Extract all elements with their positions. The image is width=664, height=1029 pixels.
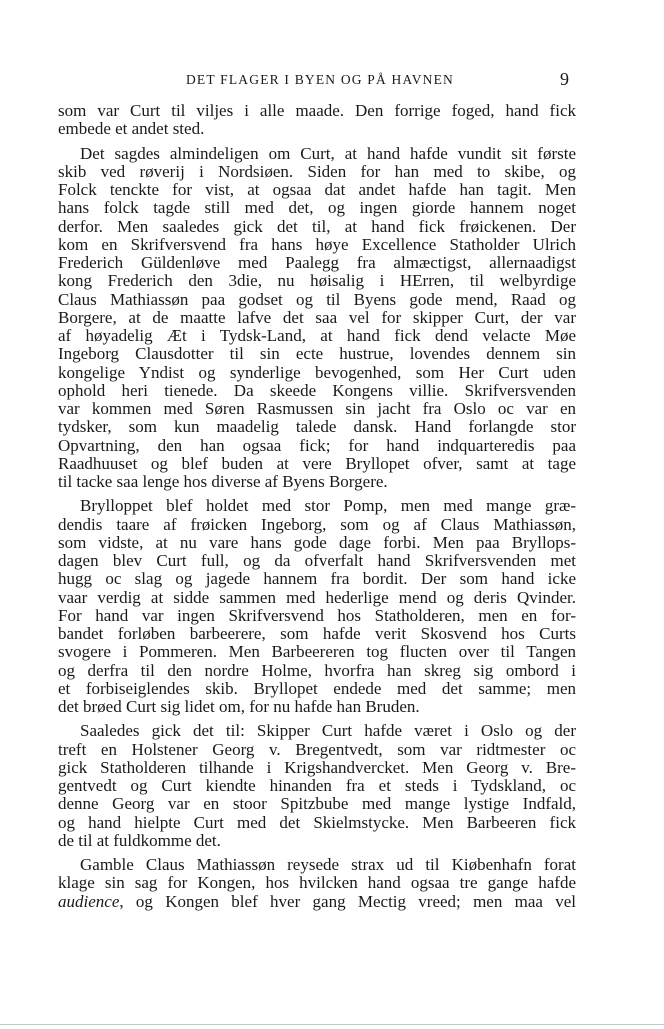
text-line: ophold heri tienede. Da skeede Kongens villie. Skrifversvenden bbox=[58, 380, 576, 400]
page-number: 9 bbox=[560, 69, 569, 89]
text-line: Gamble Claus Mathiassøn reysede strax ud til Kiøbenhafn forat bbox=[80, 855, 576, 874]
paragraph bbox=[58, 722, 576, 850]
paragraph bbox=[58, 102, 576, 139]
text-line: Saaledes gick det til: Skipper Curt hafde været i Oslo og der bbox=[80, 721, 576, 741]
text-line: kong Frederich den 3die, nu høisalig i HErren, til welbyrdige bbox=[58, 271, 576, 291]
text-line: bandet forløben barbeerere, som hafde verit Skosvend hos Curts bbox=[58, 624, 576, 643]
text-line: hugg oc slag og jagede hannem fra bordit. Der som hand icke bbox=[58, 569, 576, 589]
text-line: svogere i Pommeren. Men Barbeereren tog flucten over til Tangen bbox=[58, 642, 576, 662]
text-line: treft en Holstener Georg v. Bregentvedt, som var ridtmester oc bbox=[58, 739, 576, 759]
text-line: Borgere, at de maatte lafve det saa vel for skipper Curt, der var bbox=[58, 307, 576, 327]
text-line: til tacke saa lenge hos diverse af Byens Borgere. bbox=[58, 472, 388, 491]
bottom-edge-line bbox=[0, 1024, 664, 1025]
italic-word: audience bbox=[58, 891, 120, 911]
text-line: et forbiseiglendes skib. Bryllopet endede med det samme; men bbox=[58, 678, 576, 698]
body-text bbox=[58, 102, 576, 911]
text-line: Frederich Güldenløve med Paalegg fra almæctigst, allernaadigst bbox=[58, 253, 576, 272]
paragraph bbox=[58, 856, 576, 911]
running-header: DET FLAGER I BYEN OG PÅ HAVNEN bbox=[185, 72, 454, 87]
text-line: Raadhuuset og blef buden at vere Bryllopet ofver, samt at tage bbox=[58, 453, 576, 473]
text-line: Folck tenckte for vist, at ogsaa dat andet hafde han tagit. Men bbox=[58, 180, 576, 199]
text-line: kom en Skrifversvend fra hans høye Excellence Statholder Ulrich bbox=[58, 234, 576, 254]
text-line: derfor. Men saaledes gick det til, at hand fick frøickenen. Der bbox=[58, 216, 576, 236]
text-line: var kommen med Søren Rasmussen sin jacht fra Oslo oc var en bbox=[58, 399, 576, 418]
text-line: For hand var ingen Skrifversvend hos Statholderen, men en for- bbox=[58, 605, 576, 625]
paragraph bbox=[58, 145, 576, 492]
text-line: vaar verdig at sidde sammen med hederlige mend og deris Qvinder. bbox=[58, 587, 576, 607]
paragraph bbox=[58, 497, 576, 716]
text-line: det brøed Curt sig lidet om, for nu hafde han Bruden. bbox=[58, 697, 420, 716]
text-line: denne Georg var en stoor Spitzbube med mange lystige Indfald, bbox=[58, 794, 576, 814]
text-line: Claus Mathiassøn paa godset og til Byens gode mend, Raad og bbox=[58, 289, 576, 309]
text-line: Brylloppet blef holdet med stor Pomp, men med mange græ- bbox=[80, 496, 576, 516]
text-line: gentvedt og Curt kiendte hinanden fra et steds i Tydskland, oc bbox=[58, 776, 576, 795]
text-line: dendis taare af frøicken Ingeborg, som og af Claus Mathiassøn, bbox=[58, 514, 576, 534]
text-line: tydsker, som kun maadelig talede dansk. Hand forlangde stor bbox=[58, 417, 576, 437]
text-line: gick Statholderen tilhande i Krigshandvercket. Men Georg v. Bre- bbox=[58, 757, 576, 777]
text-line: og derfra til den nordre Holme, hvorfra han skreg sig ombord i bbox=[58, 660, 576, 680]
text-line: Ingeborg Clausdotter til sin ecte hustrue, lovendes dennem sin bbox=[58, 344, 576, 364]
text-line: dagen blev Curt full, og da ofverfalt hand Skrifversvenden met bbox=[58, 551, 576, 570]
text-line: skib ved røverij i Nordsiøen. Siden for han med to skibe, og bbox=[58, 161, 576, 181]
text-line: de til at fuldkomme det. bbox=[58, 830, 221, 850]
text-line: som vidste, at nu vare hans gode dage forbi. Men paa Bryllops- bbox=[58, 532, 576, 552]
text-line: Opvartning, den han ogsaa fick; for hand indquarteredis paa bbox=[58, 435, 576, 455]
text-line: som var Curt til viljes i alle maade. Den forrige foged, hand fick bbox=[58, 101, 576, 120]
line-rest: , og Kongen blef hver gang Mectig vreed; men maa vel bbox=[119, 891, 576, 911]
text-line: og hand hielpte Curt med det Skielmstycke. Men Barbeeren fick bbox=[58, 812, 576, 832]
text-line: Det sagdes almindeligen om Curt, at hand hafde vundit sit første bbox=[80, 143, 576, 163]
text-line: hans folck tagde still med det, og ingen giorde hannem noget bbox=[58, 198, 576, 218]
text-line: embede et andet sted. bbox=[58, 119, 205, 139]
text-line: klage sin sag for Kongen, hos hvilcken hand ogsaa tre gange hafde bbox=[58, 873, 576, 893]
text-line: af høyadelig Æt i Tydsk-Land, at hand fick dend velacte Møe bbox=[58, 326, 576, 345]
text-line bbox=[58, 893, 576, 911]
text-line: kongelige Yndist og synderlige bevogenhed, som Her Curt uden bbox=[58, 362, 576, 382]
